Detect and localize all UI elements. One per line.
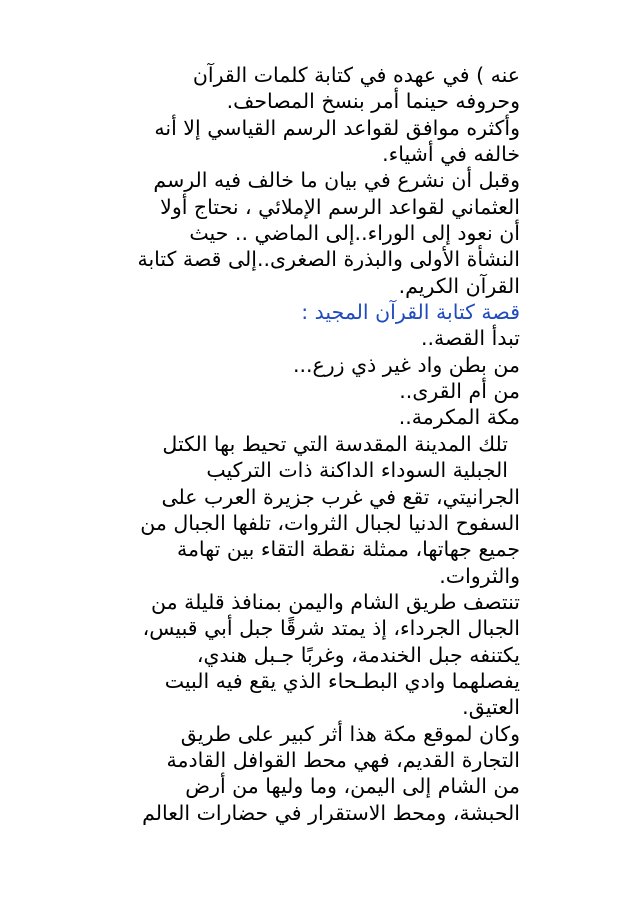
text-line: التجارة القديم، فهي محط القوافل القادمة <box>166 747 520 772</box>
text-line: وأكثره موافق لقواعد الرسم القياسي إلا أنه <box>154 115 520 140</box>
text-line: يفصلهما وادي البطـحاء الذي يقع فيه البيت <box>164 668 520 693</box>
text-line: تنتصف طريق الشام واليمن بمنافذ قليلة من <box>151 589 520 614</box>
text-line: النشأة الأولى والبذرة الصغرى..إلى قصة كتابة <box>137 247 520 272</box>
text-line: من بطن واد غير ذي زرع... <box>293 352 520 377</box>
section-heading: قصة كتابة القرآن المجيد : <box>301 300 520 325</box>
text-line: وكان لموقع مكة هذا أثر كبير على طريق <box>180 721 520 746</box>
text-line: أن نعود إلى الوراء..إلى الماضي .. حيث <box>189 221 520 246</box>
text-line: والثروات. <box>439 563 520 588</box>
text-line: تلك المدينة المقدسة التي تحيط بها الكتل <box>162 431 508 456</box>
text-line: القرآن الكريم. <box>398 273 520 298</box>
text-line: الجبال الجرداء، إذ يمتد شرقًا جبل أبي قبيس، <box>142 616 520 641</box>
text-line: السفوح الدنيا لجبال الثروات، تلفها الجبال من <box>140 510 520 535</box>
text-line: من الشام إلى اليمن، وما وليها من أرض <box>185 774 520 799</box>
text-line: العتيق. <box>462 695 520 720</box>
text-line: عنه ) في عهده في كتابة كلمات القرآن <box>192 63 520 87</box>
text-line: الجرانيتي، تقع في غرب جزيرة العرب على <box>161 484 520 509</box>
text-line: الجبلية السوداء الداكنة ذات التركيب <box>206 458 508 483</box>
document-body <box>100 62 532 826</box>
text-line: من أم القرى.. <box>399 379 520 404</box>
text-line: يكتنفه جبل الخندمة، وغربًا جـبل هندي، <box>196 642 520 667</box>
text-line: العثماني لقواعد الرسم الإملائي ، نحتاج أولا <box>160 194 520 219</box>
text-line: تبدأ القصة.. <box>421 326 520 351</box>
text-line: مكة المكرمة.. <box>398 405 520 430</box>
text-line: الحبشة، ومحط الاستقرار في حضارات العالم <box>142 800 520 825</box>
text-line: جميع جهاتها، ممثلة نقطة التقاء بين تهامة <box>176 537 520 562</box>
text-line: وقبل أن نشرع في بيان ما خالف فيه الرسم <box>153 168 520 193</box>
document-page <box>100 62 532 826</box>
text-line: وحروفه حينما أمر بنسخ المصاحف. <box>226 89 520 114</box>
text-line: خالفه في أشياء. <box>382 142 520 167</box>
